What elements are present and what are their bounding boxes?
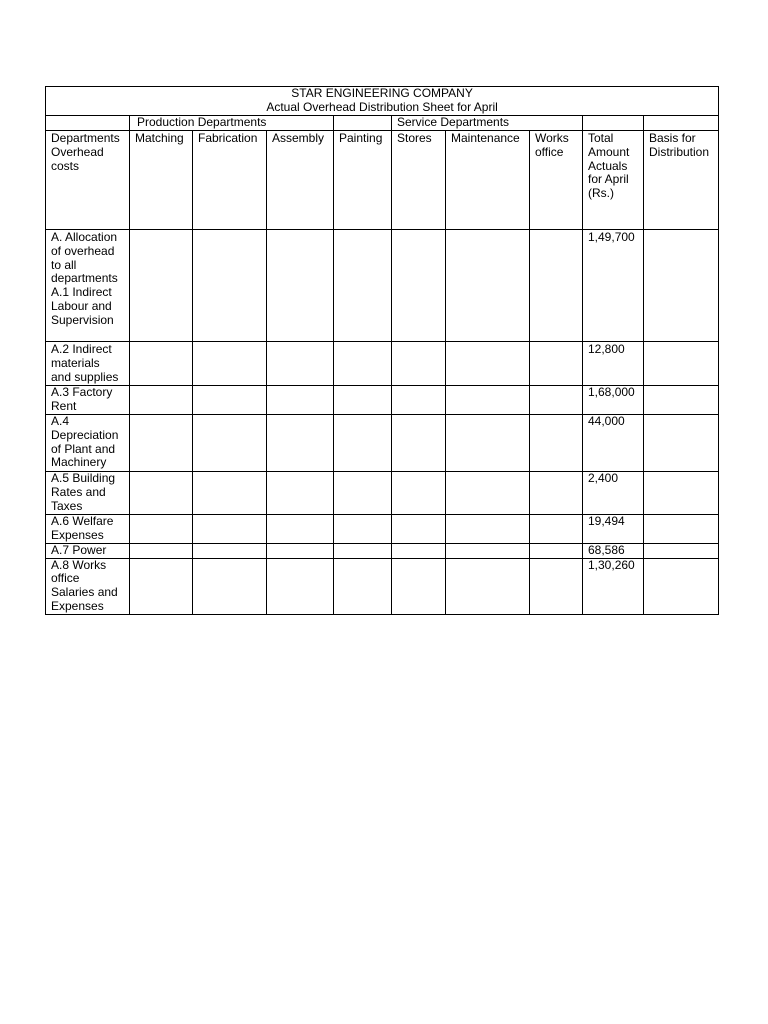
cell-maintenance	[446, 230, 530, 342]
cell-painting	[334, 543, 392, 558]
production-departments-header: Production Departments	[130, 116, 334, 131]
cell-fabrication	[193, 515, 267, 544]
row-label: A.7 Power	[46, 543, 130, 558]
table-row	[46, 543, 719, 558]
cell-stores	[392, 543, 446, 558]
cell-basis	[644, 543, 719, 558]
cell-fabrication	[193, 230, 267, 342]
row-label: A.4 Depreciation of Plant and Machinery	[46, 415, 130, 472]
cell-matching	[130, 515, 193, 544]
cell-maintenance	[446, 386, 530, 415]
row-label: A. Allocation of overhead to all departments A.1 Indirect Labour and Supervision	[46, 230, 130, 342]
cell-maintenance	[446, 415, 530, 472]
row-label: A.2 Indirect materials and supplies	[46, 342, 130, 386]
cell-stores	[392, 342, 446, 386]
cell-matching	[130, 230, 193, 342]
cell-fabrication	[193, 558, 267, 614]
table-row	[46, 386, 719, 415]
cell-maintenance	[446, 342, 530, 386]
cell-works-office	[530, 415, 583, 472]
cell-matching	[130, 558, 193, 614]
cell-maintenance	[446, 558, 530, 614]
cell-assembly	[267, 558, 334, 614]
row-label: A.8 Works office Salaries and Expenses	[46, 558, 130, 614]
sheet-subtitle: Actual Overhead Distribution Sheet for April	[266, 99, 498, 114]
sheet-title	[46, 87, 719, 116]
row-label: A.3 Factory Rent	[46, 386, 130, 415]
cell-painting	[334, 472, 392, 515]
cell-fabrication	[193, 543, 267, 558]
cell-maintenance	[446, 515, 530, 544]
cell-total: 12,800	[583, 342, 644, 386]
cell-maintenance	[446, 543, 530, 558]
cell-maintenance	[446, 472, 530, 515]
table-row	[46, 230, 719, 342]
cell-stores	[392, 472, 446, 515]
cell-painting	[334, 515, 392, 544]
group-blank-cell	[644, 116, 719, 131]
header-matching: Matching	[130, 131, 193, 230]
cell-matching	[130, 386, 193, 415]
cell-stores	[392, 415, 446, 472]
cell-total: 1,68,000	[583, 386, 644, 415]
header-works-office: Works office	[530, 131, 583, 230]
service-departments-header: Service Departments	[392, 116, 583, 131]
header-stores: Stores	[392, 131, 446, 230]
cell-matching	[130, 543, 193, 558]
row-label: A.5 Building Rates and Taxes	[46, 472, 130, 515]
header-total-amount: Total Amount Actuals for April (Rs.)	[583, 131, 644, 230]
cell-total: 44,000	[583, 415, 644, 472]
cell-works-office	[530, 386, 583, 415]
group-blank-cell	[334, 116, 392, 131]
cell-fabrication	[193, 415, 267, 472]
group-blank-cell	[46, 116, 130, 131]
table-row	[46, 472, 719, 515]
cell-painting	[334, 558, 392, 614]
cell-painting	[334, 230, 392, 342]
group-blank-cell	[583, 116, 644, 131]
cell-assembly	[267, 386, 334, 415]
cell-painting	[334, 342, 392, 386]
table-row	[46, 415, 719, 472]
cell-total: 2,400	[583, 472, 644, 515]
header-fabrication: Fabrication	[193, 131, 267, 230]
cell-fabrication	[193, 386, 267, 415]
cell-total: 1,30,260	[583, 558, 644, 614]
cell-assembly	[267, 415, 334, 472]
cell-matching	[130, 472, 193, 515]
cell-basis	[644, 230, 719, 342]
cell-assembly	[267, 472, 334, 515]
cell-works-office	[530, 543, 583, 558]
cell-fabrication	[193, 472, 267, 515]
cell-stores	[392, 515, 446, 544]
cell-basis	[644, 558, 719, 614]
cell-assembly	[267, 515, 334, 544]
cell-assembly	[267, 230, 334, 342]
company-name: STAR ENGINEERING COMPANY	[291, 86, 473, 100]
cell-basis	[644, 415, 719, 472]
cell-total: 68,586	[583, 543, 644, 558]
cell-matching	[130, 342, 193, 386]
cell-painting	[334, 415, 392, 472]
cell-works-office	[530, 515, 583, 544]
header-assembly: Assembly	[267, 131, 334, 230]
cell-works-office	[530, 230, 583, 342]
header-painting: Painting	[334, 131, 392, 230]
cell-assembly	[267, 342, 334, 386]
cell-works-office	[530, 558, 583, 614]
cell-stores	[392, 558, 446, 614]
cell-basis	[644, 515, 719, 544]
cell-stores	[392, 386, 446, 415]
cell-basis	[644, 342, 719, 386]
header-departments: Departments Overhead costs	[46, 131, 130, 230]
header-maintenance: Maintenance	[446, 131, 530, 230]
header-basis-for-distribution: Basis for Distribution	[644, 131, 719, 230]
table-row	[46, 515, 719, 544]
cell-works-office	[530, 472, 583, 515]
cell-works-office	[530, 342, 583, 386]
overhead-distribution-table	[45, 86, 719, 615]
cell-basis	[644, 386, 719, 415]
cell-total: 1,49,700	[583, 230, 644, 342]
cell-stores	[392, 230, 446, 342]
table-row	[46, 342, 719, 386]
department-group-row	[46, 116, 719, 131]
cell-fabrication	[193, 342, 267, 386]
cell-assembly	[267, 543, 334, 558]
row-label: A.6 Welfare Expenses	[46, 515, 130, 544]
cell-total: 19,494	[583, 515, 644, 544]
table-row	[46, 558, 719, 614]
cell-basis	[644, 472, 719, 515]
cell-matching	[130, 415, 193, 472]
column-header-row	[46, 131, 719, 230]
title-row	[46, 87, 719, 116]
cell-painting	[334, 386, 392, 415]
